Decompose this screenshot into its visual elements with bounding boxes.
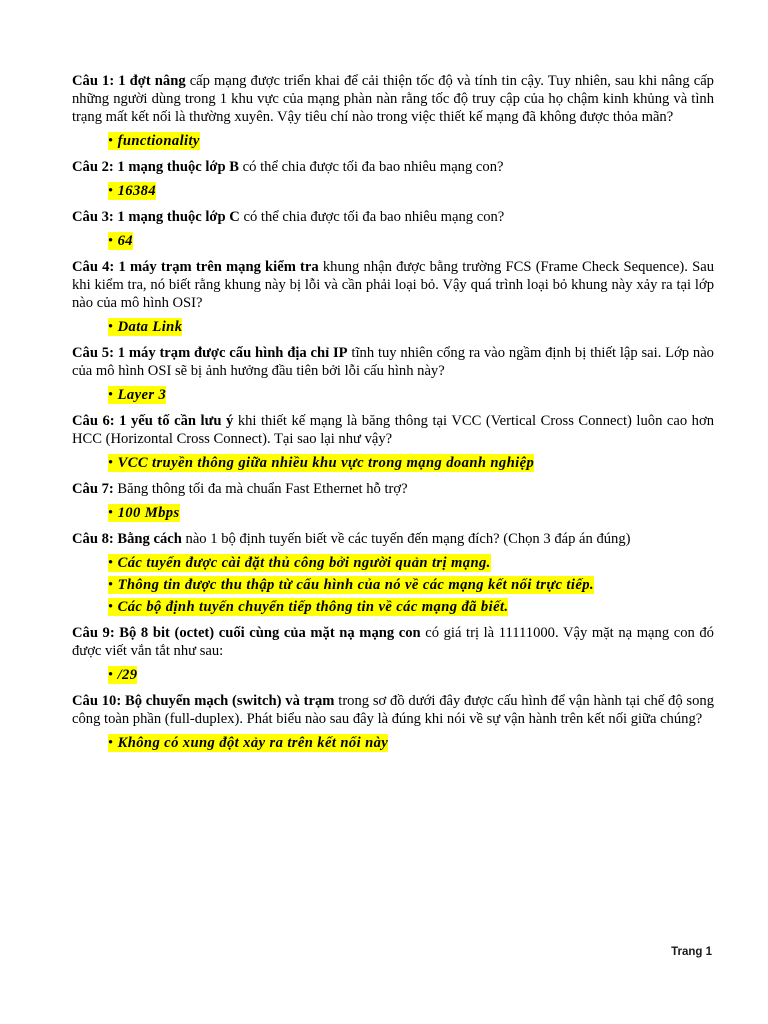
document-page [72,72,714,760]
question-1 [72,72,714,126]
question-3 [72,208,714,226]
question-7 [72,480,714,498]
question-4 [72,258,714,312]
answer-8c [72,598,714,616]
question-label: Câu 9: Bộ 8 bit (octet) cuối cùng của mặt nạ mạng con [72,625,421,641]
answer-8b [72,576,714,594]
question-label: Câu 7: [72,481,114,497]
highlighted-answer [108,554,491,572]
answer-text: Layer 3 [117,387,167,403]
question-label: Câu 2: 1 mạng thuộc lớp B [72,159,240,175]
question-text: cấp mạng được triển khai để cải thiện tốc độ và tính tin cậy. Tuy nhiên, sau khi nâng cấp những người dùng trong 1 khu vực của mạng phàn nàn rằng tốc độ truy cập của họ chậm kinh khủng và tình trạng mất kết nối là thường xuyên. Vậy tiêu chí nào trong việc thiết kế mạng đã không được thỏa mãn? [72,73,714,125]
bullet-icon: • [108,735,114,751]
question-6 [72,412,714,448]
question-10 [72,692,714,728]
question-label: Câu 5: 1 máy trạm được cấu hình địa chỉ IP [72,345,348,361]
question-8 [72,530,714,548]
answer-text: Các bộ định tuyến chuyển tiếp thông tin về các mạng đã biết. [117,599,509,615]
answer-3 [72,232,714,250]
question-text: có thể chia được tối đa bao nhiêu mạng con? [239,209,505,225]
question-5 [72,344,714,380]
page-number: Trang 1 [671,946,712,958]
question-label: Câu 6: 1 yếu tố cần lưu ý [72,413,234,429]
answer-6 [72,454,714,472]
answer-10 [72,734,714,752]
question-text: có thể chia được tối đa bao nhiêu mạng con? [239,159,504,175]
answer-4 [72,318,714,336]
answer-9 [72,666,714,684]
bullet-icon: • [108,319,114,335]
answer-text: Data Link [117,319,183,335]
highlighted-answer [108,734,388,752]
bullet-icon: • [108,667,114,683]
question-label: Câu 3: 1 mạng thuộc lớp C [72,209,240,225]
highlighted-answer [108,386,166,404]
highlighted-answer [108,454,534,472]
question-text: tĩnh tuy nhiên cổng ra vào ngầm định bị thiết lập sai. Lớp nào của mô hình OSI sẽ bị ảnh hưởng đầu tiên bởi lỗi cấu hình này? [72,345,714,379]
question-label: Câu 4: 1 máy trạm trên mạng kiểm tra [72,259,319,275]
answer-text: Các tuyến được cài đặt thủ công bởi người quản trị mạng. [117,555,491,571]
answer-1 [72,132,714,150]
question-9 [72,624,714,660]
highlighted-answer [108,666,137,684]
highlighted-answer [108,132,200,150]
answer-8a [72,554,714,572]
question-text: khi thiết kế mạng là băng thông tại VCC (Vertical Cross Connect) luôn cao hơn HCC (Horizontal Cross Connect). Tại sao lại như vậy? [72,413,714,447]
answer-5 [72,386,714,404]
answer-text: functionality [117,133,200,149]
answer-7 [72,504,714,522]
answer-text: Thông tin được thu thập từ cấu hình của nó về các mạng kết nối trực tiếp. [117,577,594,593]
question-text: khung nhận được bằng trường FCS (Frame Check Sequence). Sau khi kiểm tra, nó biết rằng khung này bị lỗi và cần phải loại bỏ. Vậy quá trình loại bỏ khung này xảy ra tại lớp nào của mô hình OSI? [72,259,714,311]
highlighted-answer [108,504,180,522]
highlighted-answer [108,318,182,336]
answer-2 [72,182,714,200]
bullet-icon: • [108,133,114,149]
highlighted-answer [108,576,594,594]
bullet-icon: • [108,555,114,571]
bullet-icon: • [108,505,114,521]
answer-text: Không có xung đột xảy ra trên kết nối này [117,735,389,751]
question-2 [72,158,714,176]
question-label: Câu 8: Bằng cách [72,531,182,547]
answer-text: VCC truyền thông giữa nhiều khu vực trong mạng doanh nghiệp [117,455,535,471]
question-text: Băng thông tối đa mà chuẩn Fast Ethernet hỗ trợ? [113,481,408,497]
question-label: Câu 10: Bộ chuyển mạch (switch) và trạm [72,693,335,709]
bullet-icon: • [108,599,114,615]
highlighted-answer [108,182,156,200]
question-text: trong sơ đồ dưới đây được cấu hình để vận hành tại chế độ song công toàn phần (full-duplex). Phát biểu nào sau đây là đúng khi nói về sự vận hành trên kết nối giữa chúng? [72,693,714,727]
bullet-icon: • [108,387,114,403]
bullet-icon: • [108,455,114,471]
question-text: nào 1 bộ định tuyến biết về các tuyến đến mạng đích? (Chọn 3 đáp án đúng) [181,531,631,547]
answer-text: 16384 [117,183,157,199]
answer-text: /29 [117,667,138,683]
highlighted-answer [108,598,508,616]
bullet-icon: • [108,183,114,199]
bullet-icon: • [108,577,114,593]
question-label: Câu 1: 1 đợt nâng [72,73,186,89]
question-text: có giá trị là 11111000. Vậy mặt nạ mạng con đó được viết vắn tắt như sau: [72,625,714,659]
highlighted-answer [108,232,133,250]
answer-text: 64 [117,233,133,249]
bullet-icon: • [108,233,114,249]
answer-text: 100 Mbps [117,505,180,521]
